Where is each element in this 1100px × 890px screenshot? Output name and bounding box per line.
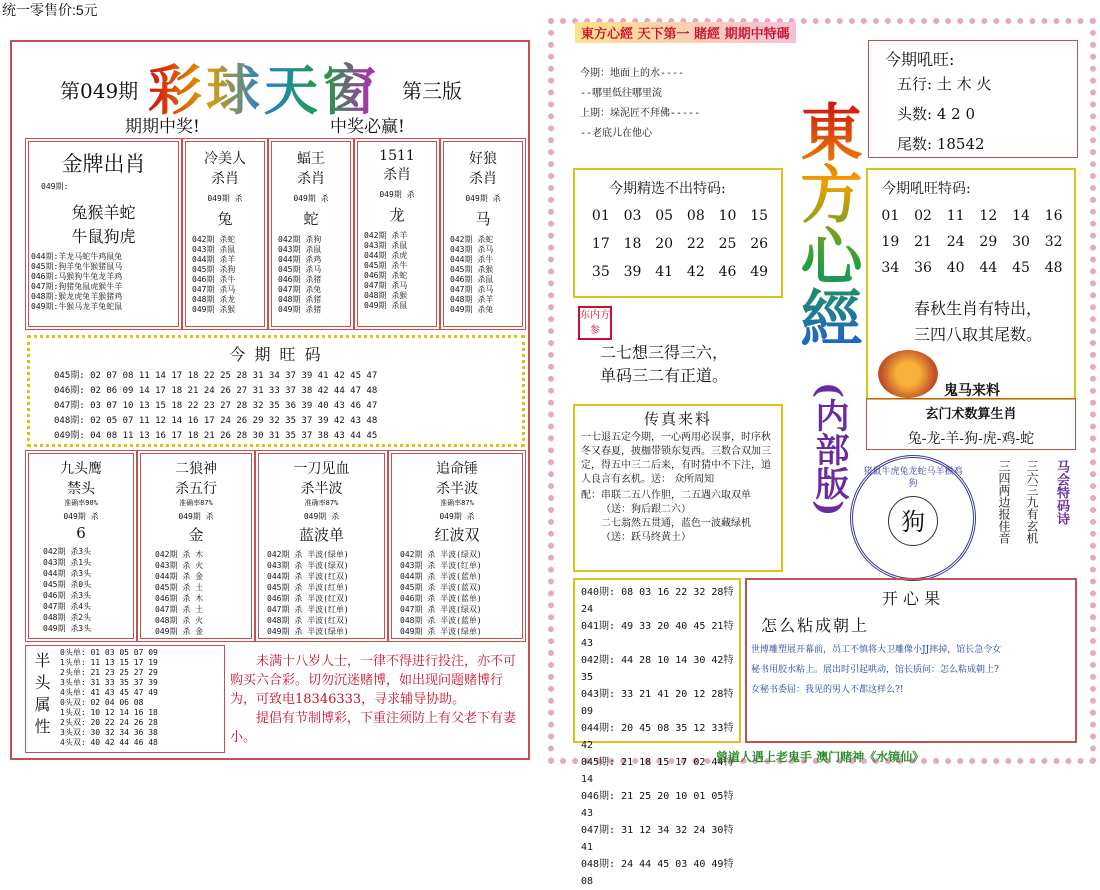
list-item: 047期 杀马: [450, 285, 494, 294]
number-cell: 42: [686, 264, 705, 280]
list-item: 043期 杀鼠: [364, 241, 408, 250]
number-cell: 30: [1012, 234, 1030, 250]
edition-label: 第三版: [402, 79, 462, 103]
number-cell: 24: [946, 234, 965, 250]
kill-col-sub: 杀肖: [297, 171, 325, 187]
number-cell: 20: [655, 236, 674, 252]
table-row: 047期: 31 12 34 32 24 30特41: [581, 825, 734, 853]
bottom-col-name: 九头鹰: [60, 461, 102, 477]
footer-banner: 曾道人遇上老鬼手 澳门赌神《水镜仙》: [715, 750, 925, 764]
list-item: 044期 杀3头: [43, 569, 92, 578]
list-item: 0头单: 01 03 05 07 09: [60, 648, 158, 657]
number-cell: 15: [750, 208, 769, 224]
roar-head: 头数: 4 2 0: [897, 105, 975, 123]
list-item: 046期 杀 木: [155, 594, 204, 603]
bottom-col-sub: 禁头: [67, 481, 95, 497]
bottom-col-issue: 049期 杀: [63, 512, 99, 521]
list-item: 045期 杀马: [278, 265, 322, 274]
joke-box: [745, 578, 1077, 743]
price-label: 统一零售价:5元: [2, 2, 98, 18]
list-item: 044期 杀 半波(蓝单): [400, 572, 482, 581]
number-cell: 22: [686, 236, 705, 252]
legend-title: 传真来料: [643, 410, 712, 428]
list-item: --哪里低往哪里流: [580, 88, 663, 99]
legend-box: [573, 404, 783, 572]
number-cell: 05: [655, 208, 674, 224]
issue-number: 第049期: [60, 79, 139, 103]
kill-col-value: 龙: [389, 206, 405, 224]
list-item: 046期:马猴狗牛兔龙羊鸡: [31, 272, 123, 281]
bottom-col-rate: 准确率87%: [440, 499, 474, 507]
list-item: 045期 杀 土: [155, 583, 204, 592]
kill-column-4: [440, 138, 526, 330]
list-item: 048期 杀 半波(红双): [267, 616, 349, 625]
list-item: 047期 杀兔: [278, 285, 322, 294]
slogan-left: 期期中奖!: [125, 117, 200, 137]
kill-col-sub: 杀肖: [469, 171, 497, 187]
bottom-col-rate: 准确率87%: [304, 499, 339, 507]
table-row: 046期: 21 25 20 10 01 05特43: [581, 791, 734, 819]
list-item: 046期 杀 半波(蓝单): [400, 594, 482, 603]
list-item: 046期 杀 半波(红双): [267, 594, 349, 603]
ghost-zodiac: 兔-龙-羊-狗-虎-鸡-蛇: [907, 431, 1035, 447]
bottom-col-rows: [267, 549, 384, 637]
half-head-box: [25, 645, 225, 753]
list-item: 1头双: 10 12 14 16 18: [60, 708, 158, 717]
number-cell: 49: [750, 264, 769, 280]
joke-question: 怎么粘成朝上: [761, 616, 870, 635]
list-item: 042期 杀蛇: [450, 235, 494, 244]
list-item: 046期 杀牛: [192, 275, 236, 284]
list-item: 043期 杀鼠: [278, 245, 322, 254]
gambling-notice: [230, 652, 522, 747]
number-cell: 12: [979, 208, 998, 224]
roar-special-title: 今期吼旺特码:: [882, 181, 971, 197]
joke-title: 开 心 果: [881, 589, 941, 608]
slogan-right: 中奖必赢!: [330, 117, 405, 137]
number-cell: 32: [1044, 234, 1063, 250]
riddle-line-1: 二七想三得三六，: [600, 343, 729, 362]
kill-col-issue: 049期 杀: [379, 190, 415, 199]
bottom-col-value: 6: [76, 524, 86, 542]
kill-col-rows: [450, 235, 522, 315]
list-item: 047期: 03 07 10 13 15 18 22 23 27 28 32 35 36 39 40 43 46 47: [54, 401, 378, 411]
list-item: 042期 杀3头: [43, 547, 92, 556]
list-item: 047期 杀 土: [155, 605, 204, 614]
kill-col-name: 蝠王: [297, 151, 325, 167]
bottom-col-sub: 杀半波: [300, 481, 343, 497]
bottom-col-rows: [400, 549, 522, 637]
list-item: 047期 杀 半波(红单): [267, 605, 349, 614]
number-cell: 34: [881, 260, 900, 276]
kill-col-name: 好狼: [469, 151, 497, 167]
list-item: 043期 杀 火: [155, 561, 204, 570]
list-item: 049期: 04 08 11 13 16 17 18 21 26 28 30 31 35 37 38 43 44 45: [54, 431, 378, 441]
list-item: 049期 杀鼠: [364, 301, 408, 310]
number-cell: 44: [979, 260, 998, 276]
notice-text-2: 提倡有节制博彩，下重注须防上有父老下有妻小。: [230, 711, 517, 745]
kill-col-issue: 049期 杀: [465, 194, 501, 203]
list-item: 045期 杀牛: [364, 261, 408, 270]
gold-history: [31, 252, 122, 312]
list-item: 049期:牛猴马龙羊兔蛇鼠: [31, 302, 123, 311]
exclude-title: 今期精选不出特码:: [609, 181, 726, 197]
joke-text-1: 世博雕塑展开幕前，员工不慎将大卫雕像小JJ摔掉，馆长急令女: [751, 645, 1002, 655]
roar-wuxing: 五行: 土 木 火: [897, 75, 992, 93]
number-cell: 25: [718, 236, 737, 252]
list-item: 1头单: 11 13 15 17 19: [60, 658, 158, 667]
bottom-col-sub: 杀半波: [436, 481, 478, 497]
list-item: 044期:羊龙马蛇牛鸡鼠兔: [31, 252, 123, 261]
number-cell: 29: [979, 234, 998, 250]
number-cell: 02: [914, 208, 932, 224]
list-item: 047期 杀4头: [43, 602, 92, 611]
legend-text: 一七退五定今期，一心两用必误事，时序秋冬又春夏，披枷带锁东复西。三数合双加三定，得五中三二后来，有时猜中不下注，道人良言有玄机。送： 众所周知: [581, 432, 771, 485]
number-cell: 39: [623, 264, 642, 280]
legend-song-1: （送：狗后跟二六）: [601, 504, 691, 515]
riddle-box: [600, 340, 780, 386]
list-item: 048期 杀猪: [278, 295, 322, 304]
bagua-center: 狗: [888, 496, 938, 546]
bottom-column-1: [25, 450, 137, 642]
ghost-title: 鬼马来料: [944, 383, 1000, 399]
gold-line2: 牛鼠狗虎: [71, 227, 136, 246]
list-item: 045期:狗羊兔牛猴猪鼠马: [31, 262, 123, 271]
legend-pei: 配：串联二五八作胆，二五遇六取双单: [581, 490, 751, 501]
number-cell: 08: [686, 208, 705, 224]
kill-col-rows: [192, 235, 264, 315]
list-item: 042期 杀 木: [155, 550, 204, 559]
list-item: 045期 杀狗: [192, 265, 236, 274]
bottom-col-rows: [155, 549, 251, 637]
bottom-col-value: 蓝波单: [298, 526, 344, 544]
number-cell: 11: [946, 208, 965, 224]
list-item: 048期 杀 火: [155, 616, 204, 625]
newspaper-title: 彩球天窗: [148, 48, 380, 125]
bottom-col-issue: 049期 杀: [439, 512, 475, 521]
list-item: 045期: 02 07 08 11 14 17 18 22 25 28 31 34 37 39 41 42 45 47: [54, 371, 378, 381]
vertical-text-2: 三四两边报佳音: [997, 460, 1011, 544]
number-cell: 16: [1044, 208, 1063, 224]
half-head-label: 半头属性: [32, 652, 51, 740]
list-item: 047期 杀马: [364, 281, 408, 290]
list-item: 049期 杀 半波(绿单): [400, 627, 482, 636]
list-item: 3头单: 31 33 35 37 39: [60, 678, 158, 687]
list-item: 043期 杀1头: [43, 558, 92, 567]
bottom-col-issue: 049期 杀: [303, 512, 340, 521]
list-item: 043期 杀 半波(红单): [400, 561, 482, 570]
gold-issue: 049期:: [41, 182, 69, 191]
roar-special-grid: [874, 208, 1070, 276]
list-item: 047期:狗猪兔鼠虎猴牛羊: [31, 282, 123, 291]
list-item: 2头单: 21 23 25 27 29: [60, 668, 158, 677]
kill-col-value: 兔: [217, 210, 233, 228]
kill-col-sub: 杀肖: [211, 171, 239, 187]
kill-column-1: [182, 138, 268, 330]
list-item: 049期 杀 金: [155, 627, 204, 636]
list-item: 043期 杀 半波(绿双): [267, 561, 349, 570]
list-item: 049期 杀猴: [192, 305, 236, 314]
kill-col-sub: 杀肖: [383, 167, 411, 183]
number-cell: 19: [881, 234, 900, 250]
list-item: 0头双: 02 04 06 08: [60, 698, 144, 707]
list-item: 047期 杀马: [192, 285, 236, 294]
list-item: 049期 杀 半波(绿单): [267, 627, 349, 636]
number-cell: 26: [750, 236, 769, 252]
kill-column-3: [354, 138, 440, 330]
exclude-grid: [585, 208, 775, 280]
poem-box: [580, 64, 700, 144]
bottom-column-3: [255, 450, 388, 642]
list-item: 048期 杀 半波(蓝单): [400, 616, 482, 625]
list-item: 049期 杀兔: [450, 305, 494, 314]
gold-line1: 兔猴羊蛇: [71, 203, 136, 222]
bottom-col-value: 红波双: [434, 526, 480, 544]
list-item: 042期 杀狗: [278, 235, 322, 244]
list-item: 044期 杀羊: [192, 255, 236, 264]
number-cell: 10: [718, 208, 737, 224]
bottom-col-name: 追命锤: [436, 461, 478, 477]
exclude-box: [573, 168, 783, 298]
notice-text: 未满十八岁人士，一律不得进行投注，亦不可购买六合彩。切勿沉迷赌博，如出现问题赌博行为，可致电18346333，寻求辅导协助。: [230, 654, 517, 707]
roar-tail: 尾数: 18542: [897, 135, 985, 153]
number-cell: 46: [718, 264, 737, 280]
list-item: 045期 杀 半波(蓝双): [400, 583, 482, 592]
list-item: 049期 杀猪: [278, 305, 322, 314]
list-item: 046期 杀3头: [43, 591, 92, 600]
hot-numbers-box: [27, 335, 525, 447]
number-cell: 41: [655, 264, 674, 280]
ghost-box: [866, 398, 1076, 450]
list-item: 044期 杀鸡: [278, 255, 322, 264]
kill-col-value: 蛇: [303, 210, 319, 228]
stamp-seal: 东内方参: [578, 306, 612, 340]
list-item: 046期 杀鼠: [450, 275, 494, 284]
history-box: [573, 578, 741, 887]
list-item: 4头双: 40 42 44 46 48: [60, 738, 158, 747]
list-item: 3头双: 30 32 34 36 38: [60, 728, 158, 737]
list-item: 044期 杀牛: [450, 255, 494, 264]
list-item: 044期 杀 半波(红双): [267, 572, 349, 581]
table-row: 041期: 49 33 20 40 45 21特43: [581, 621, 734, 649]
list-item: 042期 杀 半波(绿双): [400, 550, 482, 559]
top-banner: 東方心經 天下第一 賭經 期期中特碼: [575, 22, 796, 43]
list-item: 045期 杀0头: [43, 580, 92, 589]
number-cell: 36: [914, 260, 932, 276]
vertical-text-3: 马会特码诗: [1054, 460, 1069, 525]
number-cell: 21: [914, 234, 932, 250]
kill-col-name: 冷美人: [204, 151, 246, 167]
list-item: 4头单: 41 43 45 47 49: [60, 688, 158, 697]
list-item: 今期：地面上的水----: [580, 68, 685, 79]
kill-col-value: 马: [475, 210, 491, 228]
legend-song-2: （送：跃马终黄土）: [601, 532, 691, 543]
list-item: 046期 杀猪: [278, 275, 322, 284]
table-row: 040期: 08 03 16 22 32 28特24: [581, 587, 734, 615]
joke-text-2: 秘书用胶水粘上。展出时引起哄动，馆长质问：怎么粘成朝上?: [751, 665, 999, 675]
list-item: 047期 杀 半波(绿双): [400, 605, 482, 614]
main-subtitle: (内部版): [809, 382, 849, 517]
ghost-sub: 玄门术数算生肖: [925, 407, 1017, 422]
bagua-ring: 猪鼠牛虎兔龙蛇马羊猴鸡狗: [863, 467, 963, 489]
kill-col-rows: [364, 231, 436, 311]
list-item: 044期 杀虎: [364, 251, 408, 260]
list-item: 043期 杀马: [450, 245, 494, 254]
number-cell: 45: [1012, 260, 1030, 276]
roar-special-poem-1: 春秋生肖有特出，: [914, 299, 1043, 318]
roar-special-poem-2: 三四八取其尾数。: [914, 325, 1043, 344]
half-head-rows: [60, 648, 158, 748]
bagua-wheel: [850, 455, 976, 581]
kill-col-rows: [278, 235, 350, 315]
table-row: 045期: 21 18 15 17 02 44特14: [581, 757, 734, 785]
list-item: 046期: 02 06 09 14 17 18 21 24 26 27 31 33 37 38 42 44 47 48: [54, 386, 378, 396]
number-cell: 03: [623, 208, 642, 224]
bottom-col-name: 一刀见血: [293, 461, 350, 477]
list-item: 046期 杀蛇: [364, 271, 408, 280]
history-rows: [581, 584, 739, 890]
bottom-col-issue: 049期 杀: [178, 512, 214, 521]
kill-col-name: 1511: [379, 148, 415, 164]
list-item: 048期 杀2头: [43, 613, 92, 622]
table-row: 044期: 20 45 08 35 12 33特42: [581, 723, 734, 751]
table-row: 048期: 24 44 45 03 40 49特08: [581, 859, 734, 887]
kill-col-issue: 049期 杀: [293, 194, 329, 203]
list-item: 048期 杀猴: [364, 291, 408, 300]
riddle-line-2: 单码三二有正道。: [600, 366, 729, 385]
number-cell: 17: [591, 236, 610, 252]
tiger-icon: [878, 350, 938, 398]
list-item: 042期 杀羊: [364, 231, 408, 240]
bottom-col-rows: [43, 546, 133, 634]
joke-text-3: 女秘书委屈：我见的男人不都这样么?!: [751, 685, 904, 695]
list-item: 044期 杀 金: [155, 572, 204, 581]
main-title: 東方心經: [790, 100, 863, 348]
bottom-col-rate: 准确率90%: [64, 499, 98, 507]
list-item: 042期 杀蛇: [192, 235, 236, 244]
roar-title: 今期吼旺:: [885, 50, 955, 69]
hot-title: 今 期 旺 码: [229, 345, 323, 364]
number-cell: 18: [623, 236, 642, 252]
list-item: --老底儿在他心: [580, 128, 653, 139]
list-item: 045期 杀猴: [450, 265, 494, 274]
list-item: 045期 杀 半波(红单): [267, 583, 349, 592]
kill-column-2: [268, 138, 354, 330]
number-cell: 40: [946, 260, 965, 276]
bottom-col-name: 二狼神: [175, 461, 217, 477]
bottom-col-rate: 准确率87%: [179, 499, 213, 507]
list-item: 048期 杀龙: [192, 295, 236, 304]
bottom-column-4: [388, 450, 526, 642]
gold-zodiac-box: [25, 138, 182, 330]
list-item: 048期 杀羊: [450, 295, 494, 304]
bottom-column-2: [137, 450, 255, 642]
number-cell: 35: [591, 264, 610, 280]
bottom-col-sub: 杀五行: [175, 481, 217, 497]
list-item: 上期：垛泥匠不拜佛-----: [580, 108, 701, 119]
list-item: 049期 杀3头: [43, 624, 92, 633]
roar-box: [868, 40, 1078, 158]
list-item: 042期 杀 半波(绿单): [267, 550, 349, 559]
list-item: 043期 杀鼠: [192, 245, 236, 254]
bottom-col-value: 金: [188, 526, 204, 544]
list-item: 2头双: 20 22 24 26 28: [60, 718, 158, 727]
hot-rows: [54, 369, 522, 444]
list-item: 048期:猴龙虎兔羊猴猪鸡: [31, 292, 123, 301]
vertical-text-1: 三六三九有玄机: [1025, 460, 1039, 544]
list-item: 048期: 02 05 07 11 12 14 16 17 24 26 29 32 35 37 39 42 43 48: [54, 416, 378, 426]
table-row: 042期: 44 28 10 14 30 42特35: [581, 655, 734, 683]
legend-pei-2: 二七翁然五贯通，蓝色一波藏绿机: [601, 518, 751, 529]
kill-col-issue: 049期 杀: [207, 194, 243, 203]
gold-title: 金牌出肖: [61, 152, 146, 176]
number-cell: 14: [1012, 208, 1030, 224]
number-cell: 01: [591, 208, 610, 224]
number-cell: 48: [1044, 260, 1063, 276]
table-row: 043期: 33 21 41 20 12 28特09: [581, 689, 734, 717]
number-cell: 01: [881, 208, 900, 224]
